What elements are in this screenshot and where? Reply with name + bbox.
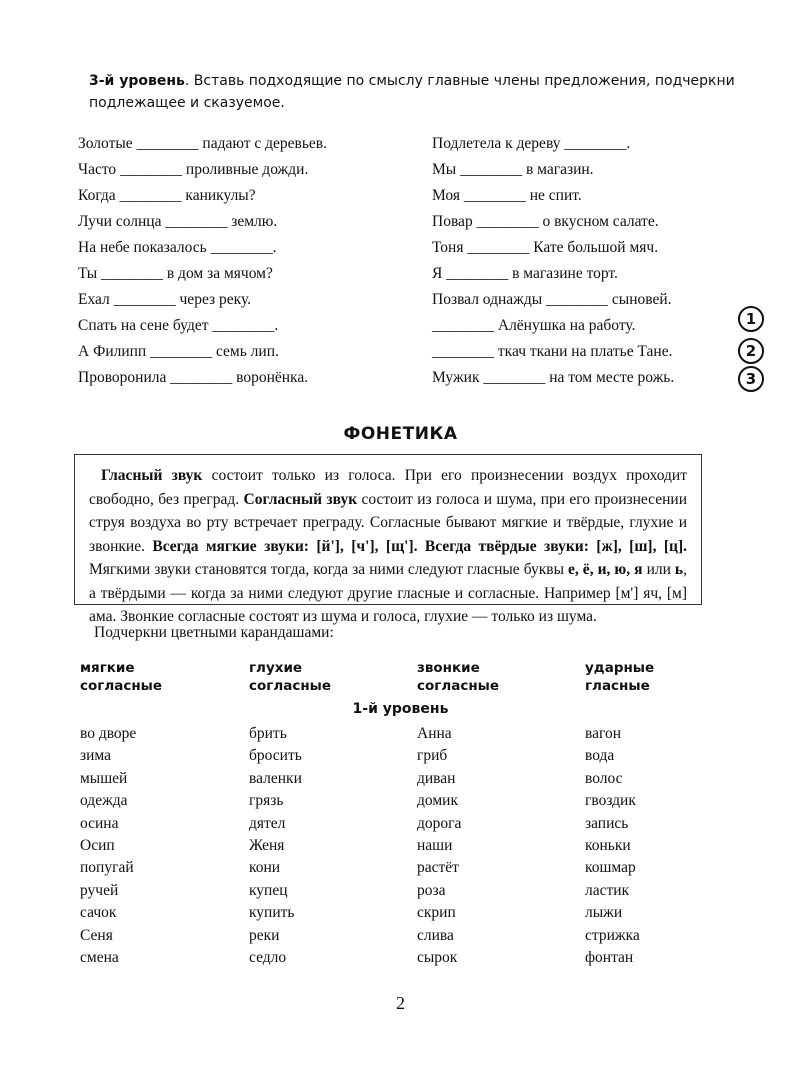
level-label: 3-й уровень — [89, 73, 185, 89]
sentence-right: Повар ________ о вкусном салате. — [432, 213, 659, 230]
word-item: брить — [249, 725, 287, 742]
word-item: зима — [80, 747, 111, 765]
word-item: гриб — [417, 747, 448, 765]
word-item: скрип — [417, 904, 456, 922]
word-item: роза — [417, 881, 446, 899]
instruction: Подчеркни цветными карандашами: — [94, 624, 334, 641]
sentence-right: ________ ткач ткани на платье Тане. — [432, 343, 673, 360]
column-header-line: согласные — [80, 678, 163, 694]
word-item: фонтан — [585, 949, 634, 966]
word-item: седло — [249, 949, 287, 966]
sentence-left: Проворонила ________ воронёнка. — [78, 369, 309, 386]
word-item: домик — [417, 792, 458, 810]
sentence-left: Часто ________ проливные дожди. — [78, 161, 309, 178]
rule-text: состоит только из голоса. При его произнесении воздух проходит свободно, без преград. — [89, 467, 687, 508]
sentence-left: Золотые ________ падают с деревьев. — [78, 135, 327, 152]
rule-text: , а твёрдыми — когда за ними следуют другие гласные и согласные. Например [м'] яч, [м] ама. Звонкие согласные состоят из шума и голоса, глухие — только из шума. — [89, 561, 687, 625]
word-item: купец — [249, 881, 288, 899]
sentence-left: На небе показалось ________. — [78, 239, 277, 256]
sentence-left: Спать на сене будет ________. — [78, 317, 279, 334]
word-item: слива — [417, 926, 454, 944]
column-header-line: мягкие — [80, 660, 135, 676]
column-header — [417, 659, 499, 695]
rule-term: Согласный звук — [243, 490, 358, 508]
rule-term: е, ё, и, ю, я — [568, 561, 643, 578]
word-item: смена — [80, 949, 119, 966]
rule-text: состоит из голоса и шума, при его произнесении струя воздуха во рту встречает преграду. Согласные бывают мягкие и твёрдые, глухие и звонкие. — [89, 490, 688, 555]
word-item: Осип — [80, 837, 115, 854]
word-item: сачок — [80, 904, 117, 922]
word-item: запись — [585, 814, 629, 832]
sentence-right: Тоня ________ Кате большой мяч. — [432, 239, 659, 256]
word-item: грязь — [249, 792, 284, 810]
word-item: во дворе — [80, 725, 137, 742]
word-item: лыжи — [585, 904, 623, 922]
sentence-left: Когда ________ каникулы? — [78, 187, 256, 204]
word-item: дятел — [249, 814, 286, 832]
word-item: стрижка — [585, 926, 640, 944]
word-item: Женя — [249, 837, 285, 854]
sentence-right: Мужик ________ на том месте рожь. — [432, 369, 675, 386]
difficulty-badge: 1 — [738, 306, 764, 332]
word-item: попугай — [80, 859, 134, 877]
word-item: мышей — [80, 769, 128, 787]
word-item: купить — [249, 904, 295, 922]
word-item: ручей — [80, 881, 119, 899]
difficulty-badge: 3 — [738, 366, 764, 392]
rule-term: Всегда мягкие звуки: [й'], [ч'], [щ']. Всегда твёрдые звуки: [ж], [ш], [ц]. — [152, 537, 687, 555]
task-intro — [89, 70, 744, 114]
column-header-line: ударные — [585, 660, 655, 676]
column-header-line: согласные — [249, 678, 332, 694]
word-item: бросить — [249, 747, 302, 765]
sentence-left: Ехал ________ через реку. — [78, 291, 252, 308]
column-header-line: глухие — [249, 660, 303, 676]
column-header — [249, 659, 331, 695]
word-item: диван — [417, 769, 456, 787]
word-item: гвоздик — [585, 792, 636, 810]
sentence-left: А Филипп ________ семь лип. — [78, 343, 279, 360]
column-header-line: согласные — [417, 678, 500, 694]
sentence-right: Мы ________ в магазин. — [432, 161, 594, 178]
rule-term: ь — [674, 561, 684, 578]
word-item: кони — [249, 859, 281, 877]
sublevel-label: 1-й уровень — [352, 701, 449, 717]
word-item: одежда — [80, 792, 128, 810]
column-header-line: гласные — [585, 678, 650, 694]
word-item: наши — [417, 837, 453, 854]
word-item: реки — [249, 926, 280, 944]
word-item: ластик — [585, 881, 630, 899]
word-item: сырок — [417, 949, 458, 966]
column-header — [585, 659, 654, 695]
column-header-line: звонкие — [417, 660, 480, 676]
word-item: дорога — [417, 814, 462, 832]
rule-text: или — [642, 561, 675, 578]
word-item: коньки — [585, 837, 631, 854]
sentence-right: Позвал однажды ________ сыновей. — [432, 291, 672, 308]
sentence-right: ________ Алёнушка на работу. — [432, 317, 636, 334]
task-text: . Вставь подходящие по смыслу главные члены предложения, подчеркни подлежащее и сказуемое. — [89, 73, 735, 111]
page-number: 2 — [396, 993, 405, 1013]
word-item: растёт — [417, 859, 459, 877]
section-title: ФОНЕТИКА — [343, 424, 458, 444]
sentence-left: Лучи солнца ________ землю. — [78, 213, 278, 230]
word-item: валенки — [249, 769, 302, 787]
word-item: кошмар — [585, 859, 636, 877]
difficulty-badge: 2 — [738, 338, 764, 364]
sentence-right: Подлетела к дереву ________. — [432, 135, 631, 152]
word-item: Анна — [417, 725, 452, 742]
rule-box — [74, 454, 702, 625]
rule-term: Гласный звук — [101, 467, 203, 484]
word-item: осина — [80, 814, 119, 832]
sentence-right: Я ________ в магазине торт. — [432, 265, 618, 282]
sentence-right: Моя ________ не спит. — [432, 187, 582, 204]
sentence-left: Ты ________ в дом за мячом? — [78, 265, 273, 282]
word-item: волос — [585, 769, 623, 787]
rule-text: Мягкими звуки становятся тогда, когда за ними следуют гласные буквы — [89, 561, 569, 578]
column-header — [80, 659, 162, 695]
word-item: вода — [585, 747, 615, 765]
word-item: вагон — [585, 725, 622, 742]
word-item: Сеня — [80, 926, 113, 944]
